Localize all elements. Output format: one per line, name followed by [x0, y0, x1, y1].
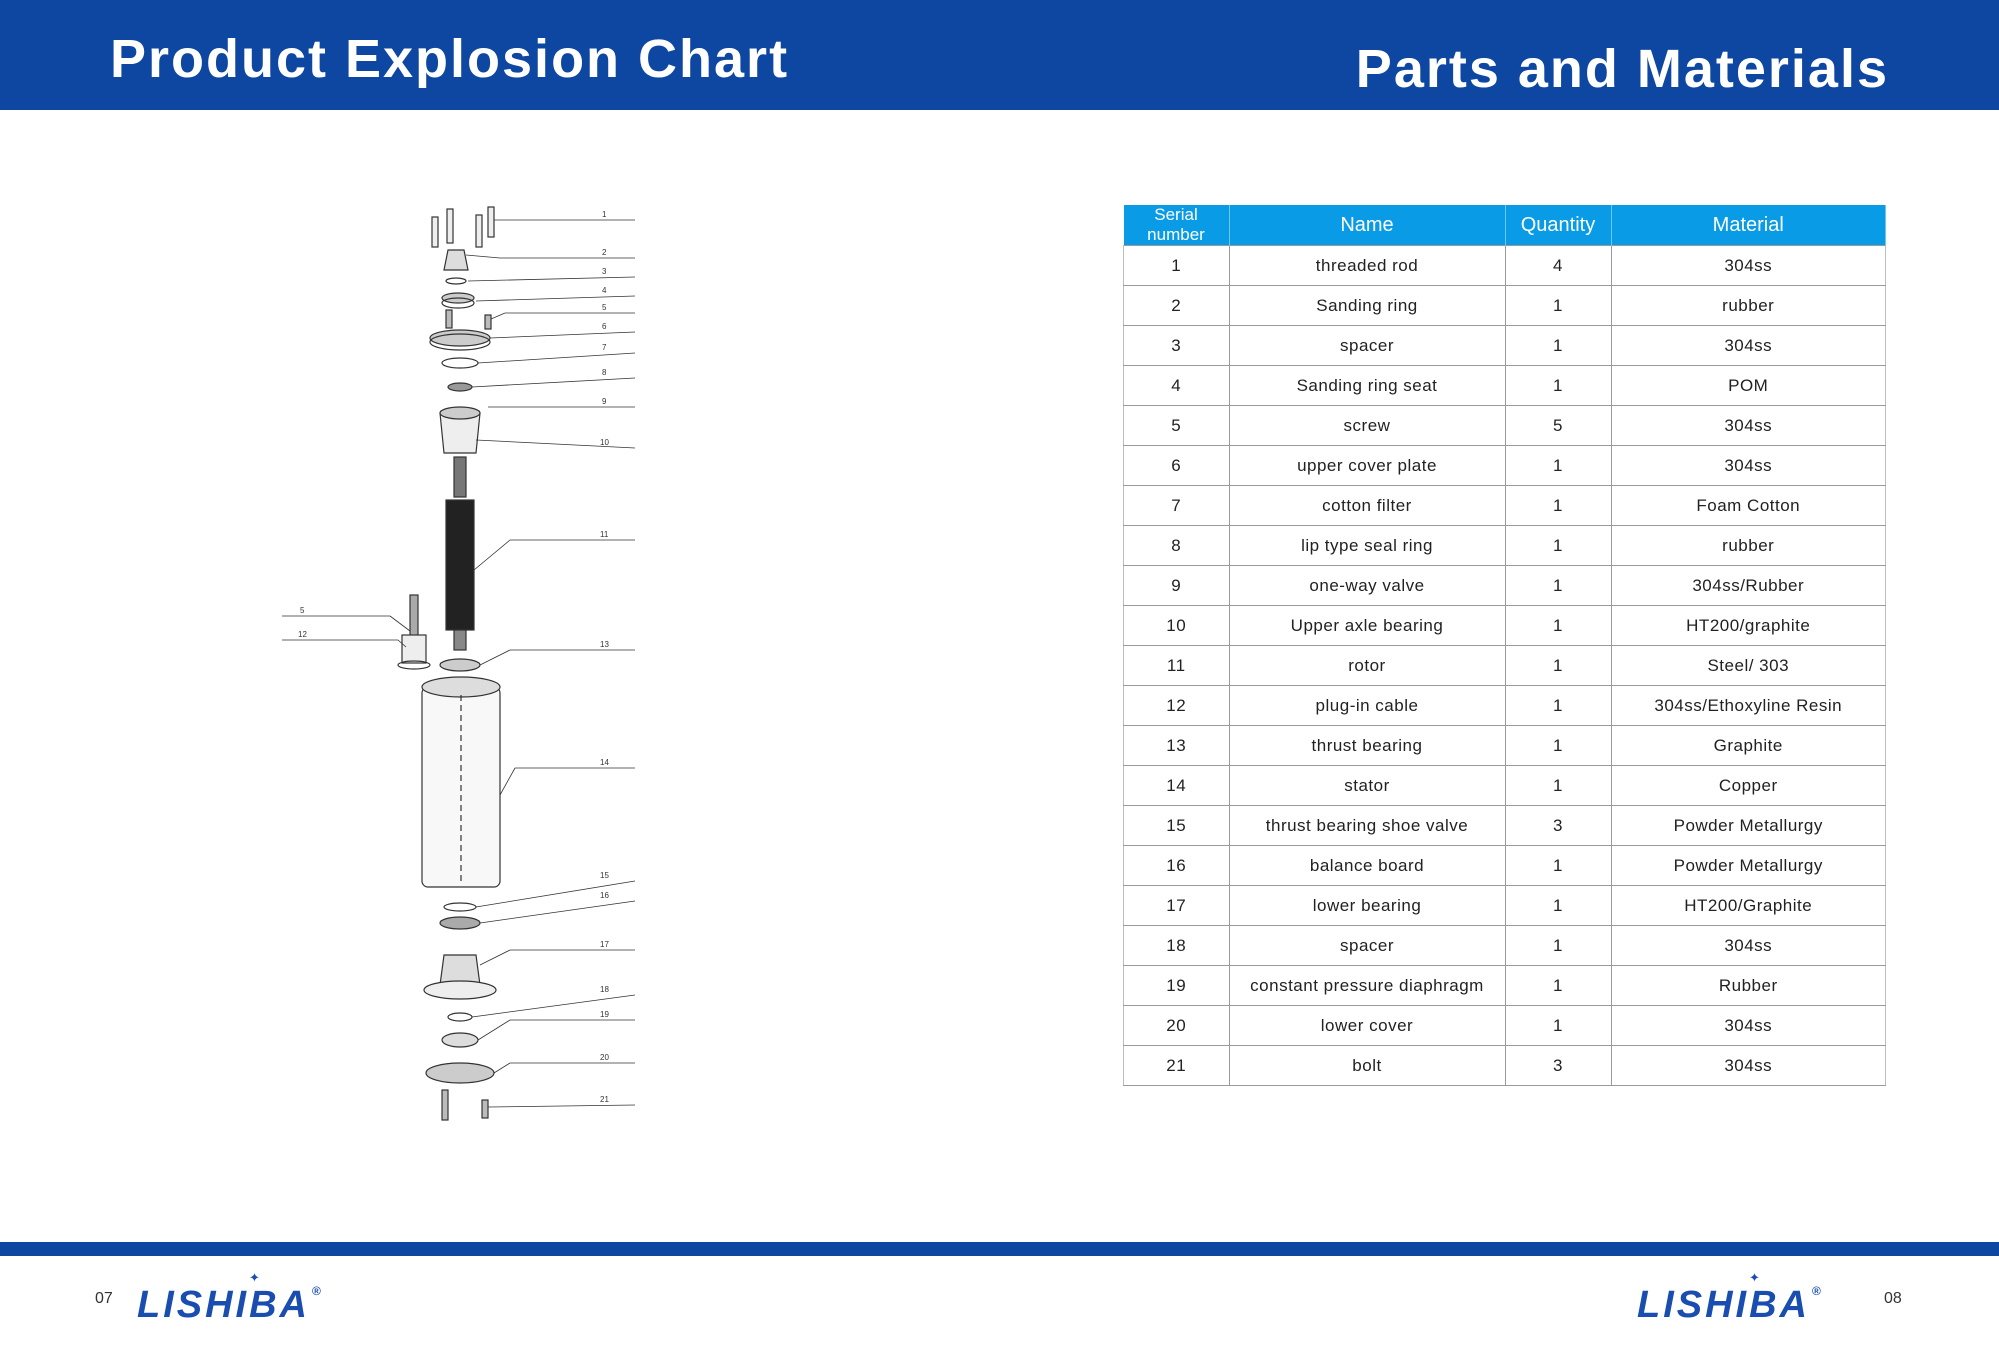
- cell-serial: 9: [1124, 566, 1230, 606]
- callout-1: 1: [602, 210, 607, 219]
- callout-2: 2: [602, 248, 607, 257]
- header-material: Material: [1611, 205, 1886, 246]
- table-row: [1124, 526, 1886, 566]
- cell-material: Foam Cotton: [1611, 486, 1886, 526]
- cell-name: lip type seal ring: [1229, 526, 1505, 566]
- cell-material: HT200/Graphite: [1611, 886, 1886, 926]
- cell-name: balance board: [1229, 846, 1505, 886]
- cell-material: POM: [1611, 366, 1886, 406]
- callout-19: 19: [600, 1010, 609, 1019]
- cell-material: rubber: [1611, 526, 1886, 566]
- cell-quantity: 3: [1505, 1046, 1611, 1086]
- callout-10: 10: [600, 438, 609, 447]
- cell-quantity: 1: [1505, 966, 1611, 1006]
- cell-serial: 14: [1124, 766, 1230, 806]
- table-row: [1124, 1006, 1886, 1046]
- cell-quantity: 1: [1505, 926, 1611, 966]
- cell-quantity: 1: [1505, 726, 1611, 766]
- cell-material: Graphite: [1611, 726, 1886, 766]
- brand-name-right: LISHIBA: [1637, 1284, 1810, 1326]
- cell-name: rotor: [1229, 646, 1505, 686]
- cell-serial: 13: [1124, 726, 1230, 766]
- cell-serial: 3: [1124, 326, 1230, 366]
- table-row: [1124, 966, 1886, 1006]
- cell-name: upper cover plate: [1229, 446, 1505, 486]
- cell-quantity: 1: [1505, 606, 1611, 646]
- page-header: [0, 0, 1999, 110]
- cell-material: Powder Metallurgy: [1611, 846, 1886, 886]
- cell-name: lower bearing: [1229, 886, 1505, 926]
- callout-6: 6: [602, 322, 607, 331]
- cell-name: Upper axle bearing: [1229, 606, 1505, 646]
- callout-3: 3: [602, 267, 607, 276]
- cell-name: plug-in cable: [1229, 686, 1505, 726]
- cell-name: spacer: [1229, 926, 1505, 966]
- cell-name: screw: [1229, 406, 1505, 446]
- registered-mark-right: ®: [1812, 1284, 1824, 1298]
- cell-name: constant pressure diaphragm: [1229, 966, 1505, 1006]
- callout-4: 4: [602, 286, 607, 295]
- callout-left-5: 5: [300, 606, 305, 615]
- cell-name: Sanding ring seat: [1229, 366, 1505, 406]
- cell-name: bolt: [1229, 1046, 1505, 1086]
- table-row: [1124, 406, 1886, 446]
- table-row: [1124, 326, 1886, 366]
- cell-quantity: 1: [1505, 486, 1611, 526]
- cell-serial: 2: [1124, 286, 1230, 326]
- cell-material: 304ss: [1611, 406, 1886, 446]
- cell-serial: 18: [1124, 926, 1230, 966]
- table-row: [1124, 846, 1886, 886]
- cell-material: 304ss/Ethoxyline Resin: [1611, 686, 1886, 726]
- cell-name: Sanding ring: [1229, 286, 1505, 326]
- table-row: [1124, 286, 1886, 326]
- table-row: [1124, 686, 1886, 726]
- cell-name: thrust bearing shoe valve: [1229, 806, 1505, 846]
- cell-serial: 6: [1124, 446, 1230, 486]
- cell-material: Powder Metallurgy: [1611, 806, 1886, 846]
- cell-quantity: 1: [1505, 566, 1611, 606]
- cell-material: 304ss: [1611, 326, 1886, 366]
- table-row: [1124, 926, 1886, 966]
- callout-left-12: 12: [298, 630, 307, 639]
- table-body: [1124, 246, 1886, 1086]
- cell-material: Copper: [1611, 766, 1886, 806]
- explosion-chart-title: Product Explosion Chart: [110, 29, 790, 89]
- callout-9: 9: [602, 397, 607, 406]
- table-row: [1124, 886, 1886, 926]
- table-row: [1124, 1046, 1886, 1086]
- cell-material: 304ss: [1611, 1046, 1886, 1086]
- cell-name: stator: [1229, 766, 1505, 806]
- header-serial-number: Serial number: [1124, 205, 1230, 246]
- cell-quantity: 1: [1505, 286, 1611, 326]
- table-row: [1124, 646, 1886, 686]
- cell-serial: 16: [1124, 846, 1230, 886]
- cell-quantity: 4: [1505, 246, 1611, 286]
- cell-quantity: 1: [1505, 646, 1611, 686]
- callout-18: 18: [600, 985, 609, 994]
- table-row: [1124, 726, 1886, 766]
- cell-serial: 19: [1124, 966, 1230, 1006]
- table-row: [1124, 606, 1886, 646]
- brand-name-left: LISHIBA: [137, 1284, 310, 1326]
- cell-quantity: 5: [1505, 406, 1611, 446]
- pump-explosion-diagram: [270, 195, 670, 1155]
- callout-17: 17: [600, 940, 609, 949]
- header-name: Name: [1229, 205, 1505, 246]
- table-row: [1124, 246, 1886, 286]
- cell-material: 304ss: [1611, 246, 1886, 286]
- table-row: [1124, 766, 1886, 806]
- cell-name: thrust bearing: [1229, 726, 1505, 766]
- callout-15: 15: [600, 871, 609, 880]
- logo-star-icon: ✦: [1749, 1270, 1763, 1285]
- cell-quantity: 1: [1505, 686, 1611, 726]
- table-header-row: [1124, 205, 1886, 246]
- cell-material: Rubber: [1611, 966, 1886, 1006]
- cell-serial: 5: [1124, 406, 1230, 446]
- cell-name: one-way valve: [1229, 566, 1505, 606]
- cell-serial: 4: [1124, 366, 1230, 406]
- cell-serial: 7: [1124, 486, 1230, 526]
- brand-logo-right: [1637, 1270, 1824, 1327]
- brand-logo-left: [137, 1270, 324, 1327]
- cell-serial: 1: [1124, 246, 1230, 286]
- table-row: [1124, 806, 1886, 846]
- page-number-left: 07: [95, 1290, 113, 1307]
- cell-quantity: 1: [1505, 846, 1611, 886]
- cell-serial: 20: [1124, 1006, 1230, 1046]
- logo-star-icon: ✦: [249, 1270, 263, 1285]
- callout-13: 13: [600, 640, 609, 649]
- cell-quantity: 1: [1505, 886, 1611, 926]
- callout-14: 14: [600, 758, 609, 767]
- cell-quantity: 1: [1505, 446, 1611, 486]
- callout-16: 16: [600, 891, 609, 900]
- parts-materials-table: [1123, 205, 1886, 1086]
- footer-bar: [0, 1242, 1999, 1256]
- page-number-right: 08: [1884, 1290, 1902, 1307]
- cell-material: 304ss: [1611, 446, 1886, 486]
- cell-quantity: 1: [1505, 766, 1611, 806]
- cell-quantity: 3: [1505, 806, 1611, 846]
- cell-quantity: 1: [1505, 526, 1611, 566]
- cell-serial: 15: [1124, 806, 1230, 846]
- cell-material: Steel/ 303: [1611, 646, 1886, 686]
- cell-quantity: 1: [1505, 366, 1611, 406]
- cell-material: 304ss: [1611, 926, 1886, 966]
- table-row: [1124, 566, 1886, 606]
- callout-5: 5: [602, 303, 607, 312]
- callout-7: 7: [602, 343, 607, 352]
- cell-serial: 8: [1124, 526, 1230, 566]
- callout-21: 21: [600, 1095, 609, 1104]
- cell-name: threaded rod: [1229, 246, 1505, 286]
- cell-name: cotton filter: [1229, 486, 1505, 526]
- callout-20: 20: [600, 1053, 609, 1062]
- cell-material: 304ss/Rubber: [1611, 566, 1886, 606]
- table-row: [1124, 366, 1886, 406]
- cell-serial: 21: [1124, 1046, 1230, 1086]
- cell-material: HT200/graphite: [1611, 606, 1886, 646]
- callout-8: 8: [602, 368, 607, 377]
- cell-name: lower cover: [1229, 1006, 1505, 1046]
- cell-serial: 12: [1124, 686, 1230, 726]
- cell-serial: 11: [1124, 646, 1230, 686]
- cell-name: spacer: [1229, 326, 1505, 366]
- cell-serial: 10: [1124, 606, 1230, 646]
- parts-materials-title: Parts and Materials: [1355, 39, 1889, 99]
- table-row: [1124, 446, 1886, 486]
- cell-serial: 17: [1124, 886, 1230, 926]
- cell-quantity: 1: [1505, 1006, 1611, 1046]
- callout-11: 11: [600, 530, 609, 539]
- registered-mark-left: ®: [312, 1284, 324, 1298]
- header-quantity: Quantity: [1505, 205, 1611, 246]
- table-row: [1124, 486, 1886, 526]
- cell-material: 304ss: [1611, 1006, 1886, 1046]
- cell-material: rubber: [1611, 286, 1886, 326]
- cell-quantity: 1: [1505, 326, 1611, 366]
